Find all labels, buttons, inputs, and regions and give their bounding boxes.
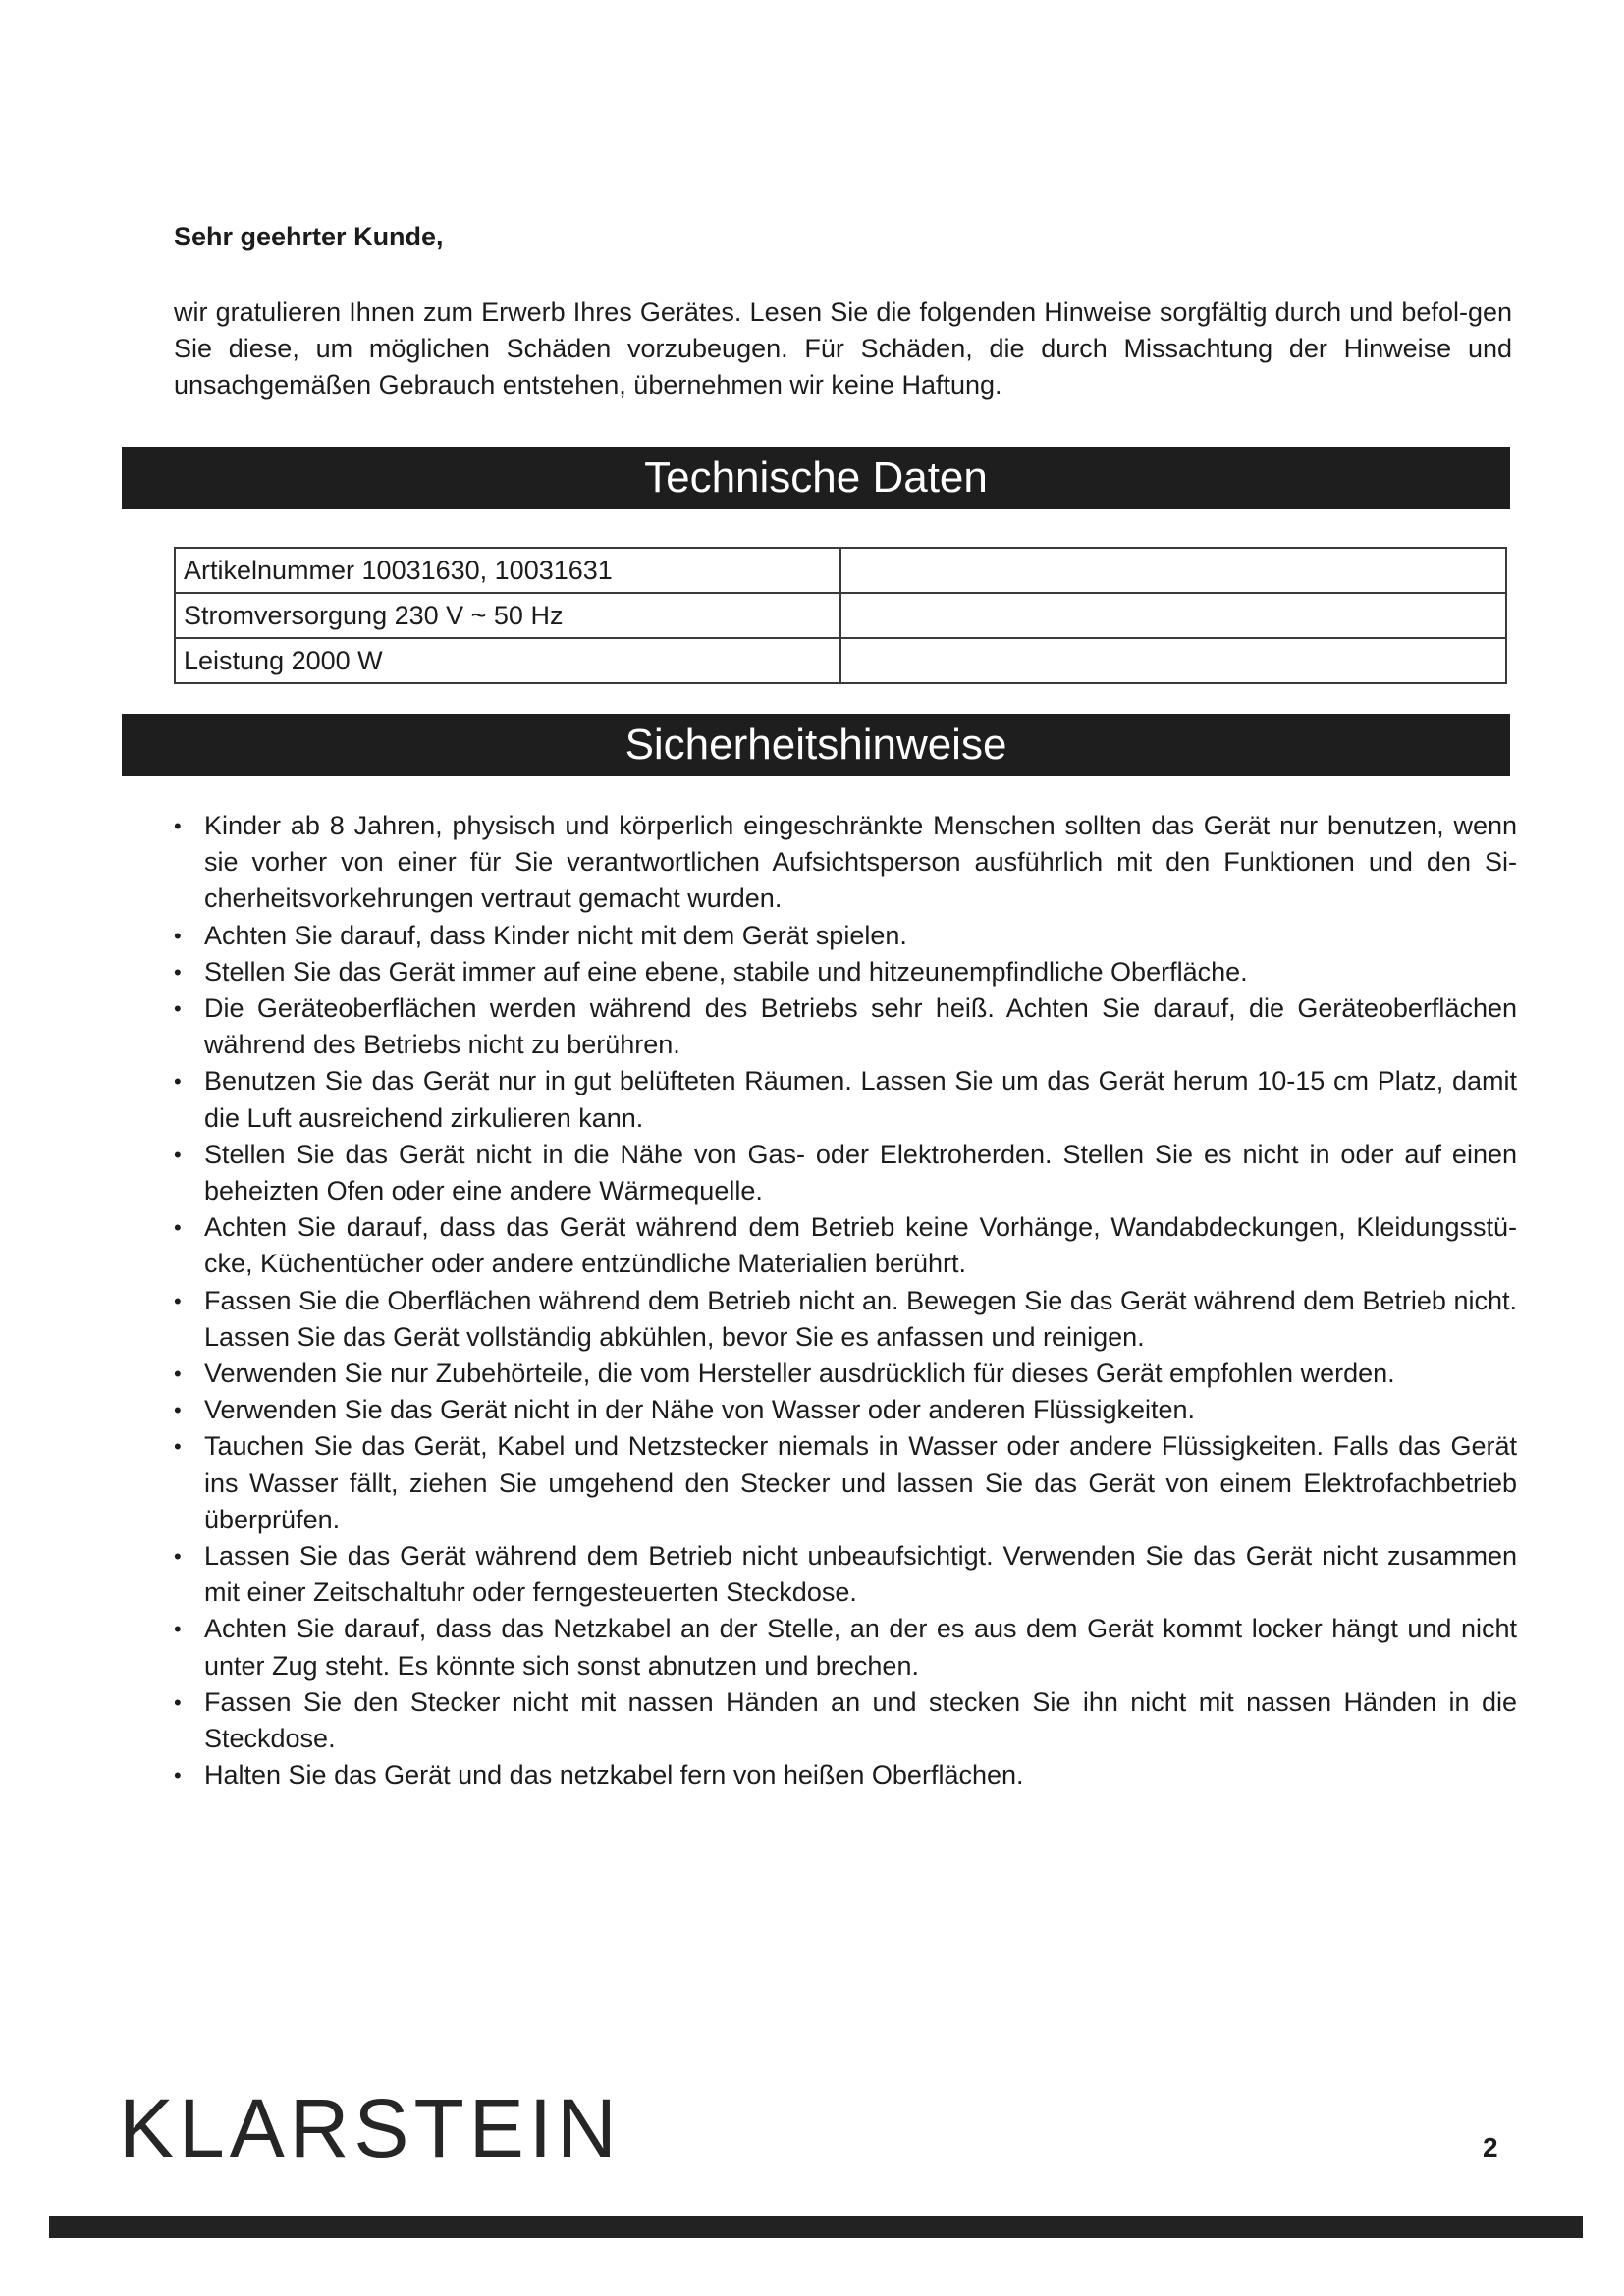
list-item [174, 1392, 1517, 1428]
list-item [174, 1684, 1517, 1757]
bullet-icon: • [174, 959, 182, 985]
table-row [175, 548, 1506, 593]
salutation: Sehr geehrter Kunde, [174, 222, 444, 251]
list-item-text: Verwenden Sie das Gerät nicht in der Nähe von Wasser oder anderen Flüssigkeiten. [204, 1395, 1196, 1425]
bullet-icon: • [174, 1763, 182, 1789]
list-item [174, 1538, 1517, 1611]
bullet-icon: • [174, 1689, 182, 1715]
list-item [174, 1611, 1517, 1683]
spec-label: Stromversorgung 230 V ~ 50 Hz [175, 593, 840, 638]
spec-value [840, 638, 1506, 683]
technical-data-table [174, 547, 1507, 684]
list-item [174, 918, 1517, 954]
table-row [175, 638, 1506, 683]
footer-bar [49, 2216, 1583, 2238]
list-item [174, 1283, 1517, 1356]
bullet-icon: • [174, 1069, 182, 1095]
list-item [174, 808, 1517, 918]
bullet-icon: • [174, 1398, 182, 1423]
spec-label: Leistung 2000 W [175, 638, 840, 683]
bullet-icon: • [174, 1288, 182, 1313]
spec-value [840, 593, 1506, 638]
list-item-text: Lassen Sie das Gerät während dem Betrieb nicht unbeaufsichtigt. Verwenden Sie das Gerät nicht zusammen mit einer Zeitschaltuhr oder ferngesteuerten Steckdose. [204, 1541, 1517, 1608]
spec-label: Artikelnummer 10031630, 10031631 [175, 548, 840, 593]
bullet-icon: • [174, 814, 182, 838]
list-item [174, 1428, 1517, 1538]
list-item-text: Stellen Sie das Gerät immer auf eine ebene, stabile und hitzeunempfindliche Oberfläche. [204, 956, 1248, 987]
list-item [174, 1137, 1517, 1209]
bullet-icon: • [174, 1544, 182, 1570]
intro-paragraph: wir gratulieren Ihnen zum Erwerb Ihres Gerätes. Lesen Sie die folgenden Hinweise sorgfältig durch und befol-gen Sie diese, um möglichen Schäden vorzubeugen. Für Schäden, die durch Missachtung der Hinweise und unsachgemäßen Gebrauch entstehen, übernehmen wir keine Haftung. [174, 297, 1512, 400]
bullet-icon: • [174, 1215, 182, 1241]
list-item-text: Benutzen Sie das Gerät nur in gut belüfteten Räumen. Lassen Sie um das Gerät herum 10-15 cm Platz, damit die Luft ausreichend zirkulieren kann. [204, 1066, 1517, 1133]
list-item [174, 1063, 1517, 1136]
brand-logo: KLARSTEIN [119, 2082, 622, 2174]
list-item [174, 1209, 1517, 1282]
bullet-icon: • [174, 1617, 182, 1642]
bullet-icon: • [174, 1362, 182, 1387]
list-item [174, 1356, 1517, 1392]
list-item [174, 1757, 1517, 1793]
list-item [174, 954, 1517, 990]
safety-list [174, 808, 1517, 1793]
list-item-text: Fassen Sie den Stecker nicht mit nassen Händen an und stecken Sie ihn nicht mit nassen Händen in die Steckdose. [204, 1686, 1517, 1754]
list-item-text: Halten Sie das Gerät und das netzkabel fern von heißen Oberflächen. [204, 1760, 1024, 1790]
spec-value [840, 548, 1506, 593]
bullet-icon: • [174, 996, 182, 1022]
list-item-text: Achten Sie darauf, dass das Netzkabel an der Stelle, an der es aus dem Gerät kommt locker hängt und nicht unter Zug steht. Es könnte sich sonst abnutzen und brechen. [204, 1614, 1517, 1681]
table-row [175, 593, 1506, 638]
list-item-text: Kinder ab 8 Jahren, physisch und körperlich eingeschränkte Menschen sollten das Gerät nur benutzen, wenn sie vorher von einer für Sie verantwortlichen Aufsichtsperson ausführlich mit den Funktionen und den Si-cherheitsvorkehrungen vertraut gemacht wurden. [204, 811, 1517, 914]
list-item-text: Achten Sie darauf, dass das Gerät während dem Betrieb keine Vorhänge, Wandabdeckungen, Kleidungsstü-cke, Küchentücher oder andere entzündliche Materialien berührt. [204, 1212, 1517, 1279]
bullet-icon: • [174, 923, 182, 948]
page-number: 2 [1483, 2132, 1498, 2163]
bullet-icon: • [174, 1434, 182, 1460]
list-item-text: Tauchen Sie das Gerät, Kabel und Netzstecker niemals in Wasser oder andere Flüssigkeiten. Falls das Gerät ins Wasser fällt, ziehen Sie umgehend den Stecker und lassen Sie das Gerät von einem Elektrofachbetrieb überprüfen. [204, 1431, 1517, 1534]
list-item-text: Verwenden Sie nur Zubehörteile, die vom Hersteller ausdrücklich für dieses Gerät empfohlen werden. [204, 1359, 1395, 1389]
list-item-text: Die Geräteoberflächen werden während des Betriebs sehr heiß. Achten Sie darauf, die Geräteoberflächen während des Betriebs nicht zu berühren. [204, 993, 1517, 1060]
technical-data-heading: Technische Daten [122, 447, 1510, 509]
list-item [174, 990, 1517, 1063]
list-item-text: Achten Sie darauf, dass Kinder nicht mit dem Gerät spielen. [204, 920, 907, 950]
bullet-icon: • [174, 1142, 182, 1167]
list-item-text: Stellen Sie das Gerät nicht in die Nähe von Gas- oder Elektroherden. Stellen Sie es nicht in oder auf einen beheizten Ofen oder eine andere Wärmequelle. [204, 1139, 1517, 1206]
list-item-text: Fassen Sie die Oberflächen während dem Betrieb nicht an. Bewegen Sie das Gerät während dem Betrieb nicht. Lassen Sie das Gerät vollständig abkühlen, bevor Sie es anfassen und reinigen. [204, 1285, 1517, 1352]
safety-heading: Sicherheitshinweise [122, 714, 1510, 776]
